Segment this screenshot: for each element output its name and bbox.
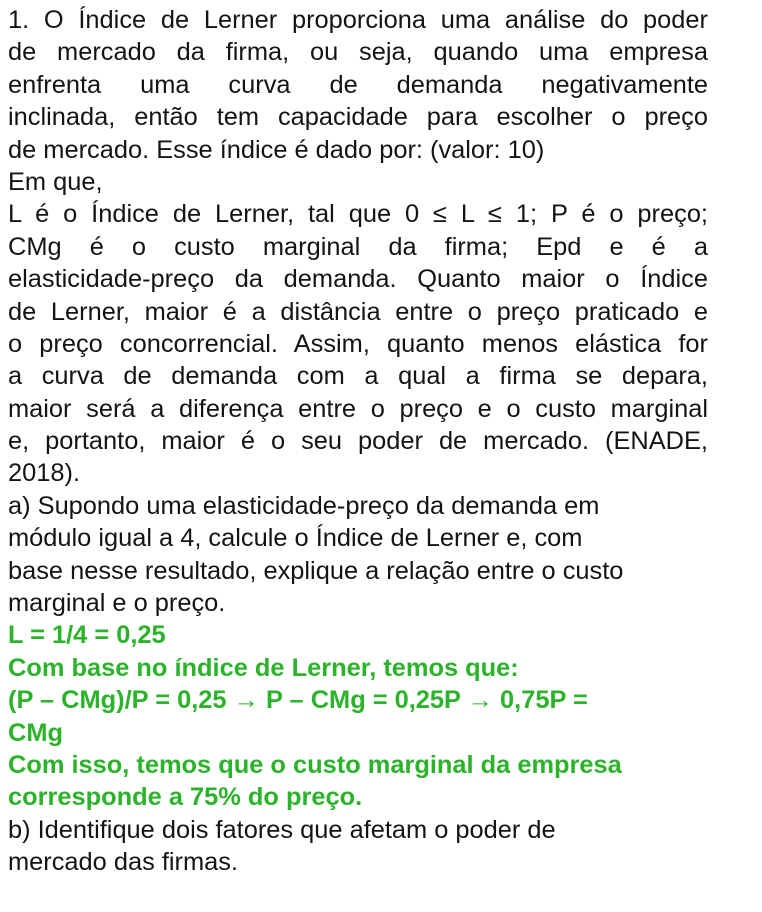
intro-line: elasticidade-preço da demanda. Quanto maior o Índice [8,265,708,294]
intro-line: e, portanto, maior é o seu poder de mercado. (ENADE, [8,427,708,456]
part-a-line: a) Supondo uma elasticidade-preço da demanda em [8,491,600,520]
part-a-line: marginal e o preço. [8,589,226,618]
part-a-line: base nesse resultado, explique a relação entre o custo [8,556,624,585]
answer-line: L = 1/4 = 0,25 [8,621,166,650]
intro-line: L é o Índice de Lerner, tal que 0 ≤ L ≤ 1; P é o preço; [8,200,708,229]
intro-line: o preço concorrencial. Assim, quanto menos elástica for [8,329,708,358]
answer-line: corresponde a 75% do preço. [8,783,363,812]
intro-line: 1. O Índice de Lerner proporciona uma análise do poder [8,6,708,34]
intro-line: Em que, [8,167,103,196]
intro-line: a curva de demanda com a qual a firma se depara, [8,362,708,391]
intro-line: maior será a diferença entre o preço e o custo marginal [8,394,708,423]
answer-line: CMg [8,718,63,747]
document-text [8,4,708,879]
intro-line: enfrenta uma curva de demanda negativamente [8,70,708,99]
intro-line: 2018). [8,459,80,488]
answer-line: Com base no índice de Lerner, temos que: [8,653,519,682]
answer-line: Com isso, temos que o custo marginal da empresa [8,750,622,779]
intro-line: de mercado. Esse índice é dado por: (valor: 10) [8,135,545,164]
intro-line: inclinada, então tem capacidade para escolher o preço [8,103,708,132]
intro-line: de Lerner, maior é a distância entre o preço praticado e [8,297,708,326]
part-b-line: b) Identifique dois fatores que afetam o poder de [8,815,556,844]
part-b-line: mercado das firmas. [8,848,239,877]
answer-line: (P – CMg)/P = 0,25 → P – CMg = 0,25P → 0,75P = [8,686,588,715]
intro-line: de mercado da firma, ou seja, quando uma empresa [8,38,708,67]
part-a-line: módulo igual a 4, calcule o Índice de Lerner e, com [8,524,583,553]
intro-line: CMg é o custo marginal da firma; Epd e é a [8,232,708,261]
